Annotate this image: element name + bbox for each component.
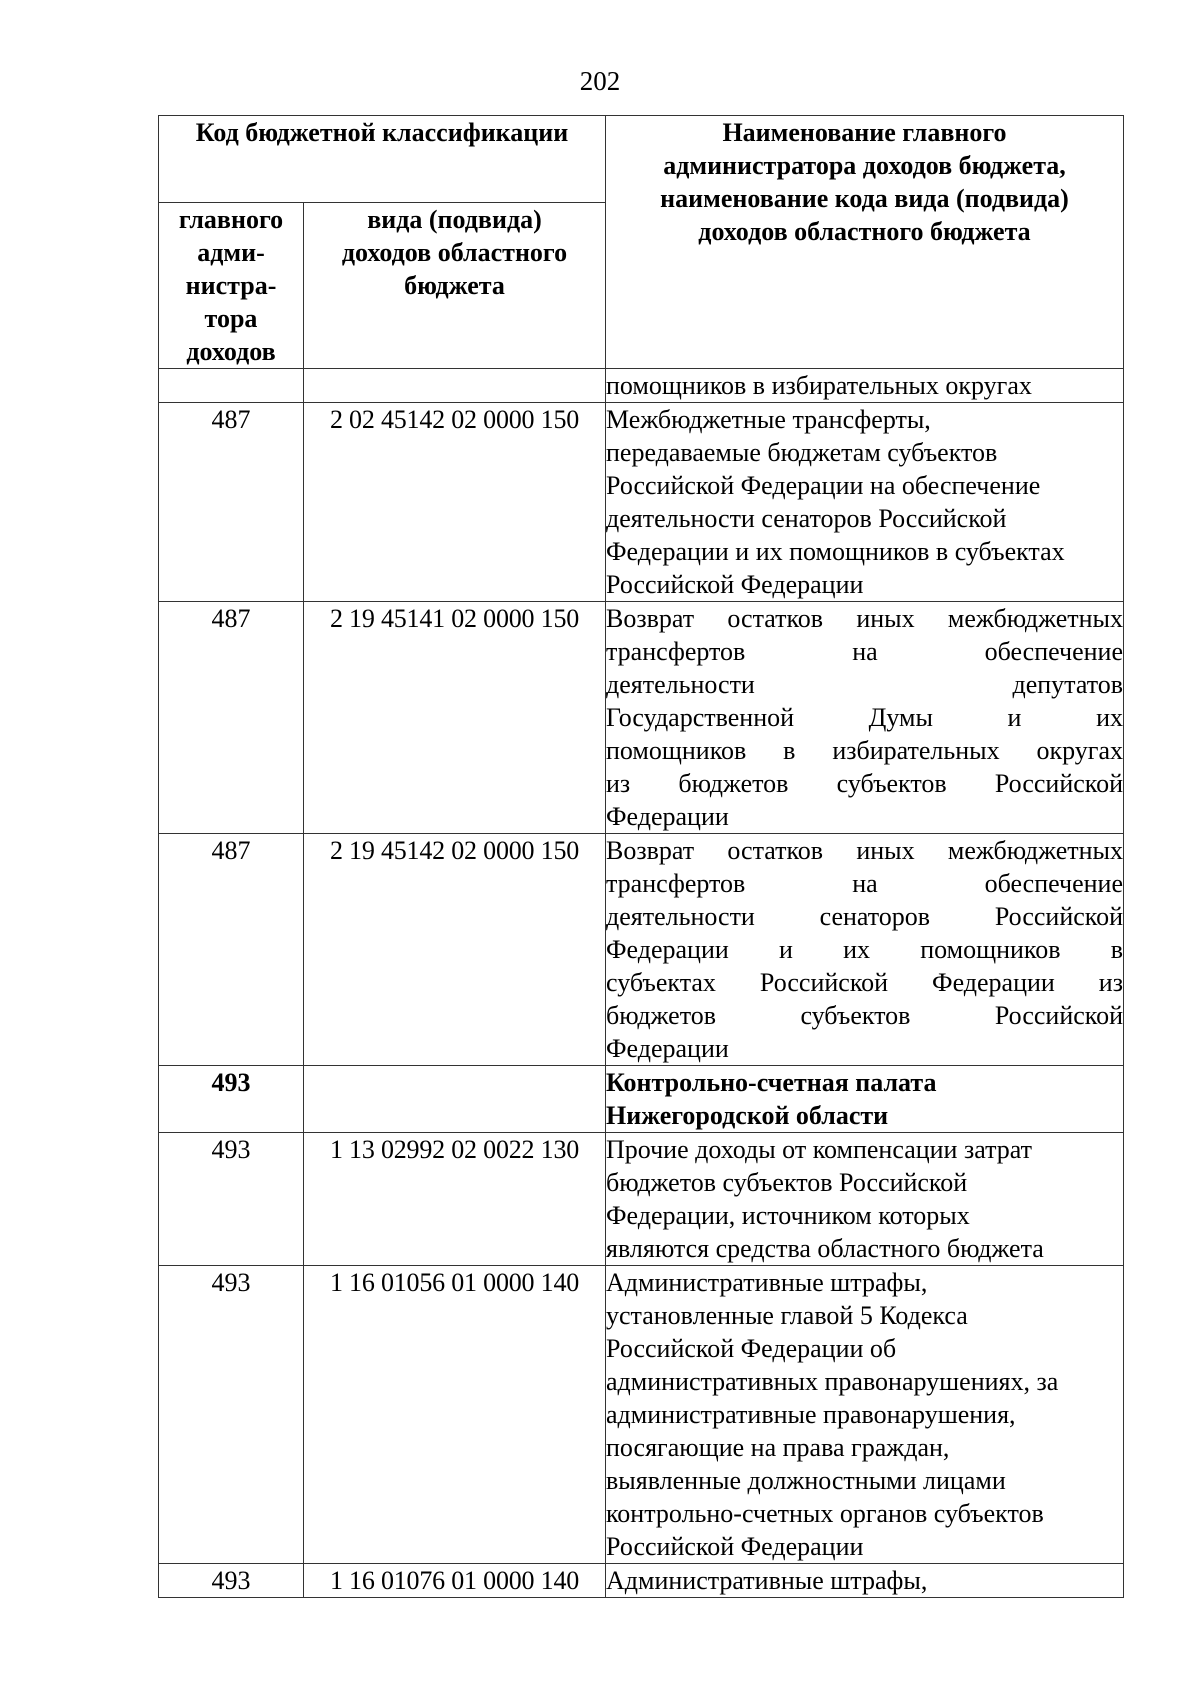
description-cell <box>606 1564 1124 1598</box>
revenue-code-cell: 1 16 01076 01 0000 140 <box>304 1564 606 1598</box>
description-line: Межбюджетные трансферты, <box>606 405 931 434</box>
table-row <box>159 1066 1124 1133</box>
description-line: бюджетов субъектов Российской <box>606 1001 1123 1030</box>
table-row <box>159 1133 1124 1266</box>
table-row <box>159 834 1124 1066</box>
description-line: деятельности сенаторов Российской <box>606 504 1007 533</box>
header-name-line: доходов областного бюджета <box>698 217 1031 246</box>
description-cell <box>606 1266 1124 1564</box>
description-cell <box>606 369 1124 403</box>
description-line: Возврат остатков иных межбюджетных <box>606 836 1123 865</box>
description-line: трансфертов на обеспечение <box>606 869 1123 898</box>
description-line: Контрольно-счетная палата <box>606 1068 937 1097</box>
description-line: установленные главой 5 Кодекса <box>606 1301 968 1330</box>
revenue-code-cell: 2 19 45142 02 0000 150 <box>304 834 606 1066</box>
header-code-line: вида (подвида) <box>367 205 542 234</box>
description-line: Федерации и их помощников в субъектах <box>606 537 1065 566</box>
header-group-label: Код бюджетной классификации <box>159 116 606 203</box>
description-line: Прочие доходы от компенсации затрат <box>606 1135 1033 1164</box>
revenue-code-cell <box>304 1066 606 1133</box>
admin-code-cell: 493 <box>159 1266 304 1564</box>
header-code-line: бюджета <box>404 271 505 300</box>
description-line: административных правонарушениях, за <box>606 1367 1059 1396</box>
description-cell <box>606 1066 1124 1133</box>
description-line: выявленные должностными лицами <box>606 1466 1006 1495</box>
description-line: субъектах Российской Федерации из <box>606 968 1123 997</box>
description-line: деятельности сенаторов Российской <box>606 902 1123 931</box>
revenue-code-cell <box>304 369 606 403</box>
description-line: Административные штрафы, <box>606 1566 928 1595</box>
description-line: Возврат остатков иных межбюджетных <box>606 604 1123 633</box>
description-line: бюджетов субъектов Российской <box>606 1168 968 1197</box>
header-name-column <box>606 116 1124 369</box>
description-line: Федерации <box>606 1034 729 1063</box>
table-row <box>159 369 1124 403</box>
description-line: посягающие на права граждан, <box>606 1433 950 1462</box>
description-cell <box>606 834 1124 1066</box>
description-line: помощников в избирательных округах <box>606 736 1123 765</box>
header-admin-line: тора <box>204 304 258 333</box>
page-number: 202 <box>579 66 621 96</box>
table-row <box>159 602 1124 834</box>
description-line: Административные штрафы, <box>606 1268 928 1297</box>
admin-code-cell: 487 <box>159 403 304 602</box>
description-line: контрольно-счетных органов субъектов <box>606 1499 1044 1528</box>
admin-code-cell: 493 <box>159 1564 304 1598</box>
description-line: Российской Федерации на обеспечение <box>606 471 1041 500</box>
description-line: Российской Федерации об <box>606 1334 897 1363</box>
header-code-line: доходов областного <box>341 238 568 267</box>
description-cell <box>606 602 1124 834</box>
header-name-line: наименование кода вида (подвида) <box>660 184 1069 213</box>
description-line: Российской Федерации <box>606 1532 864 1561</box>
revenue-code-cell: 1 13 02992 02 0022 130 <box>304 1133 606 1266</box>
revenue-code-cell: 2 19 45141 02 0000 150 <box>304 602 606 834</box>
header-name-line: администратора доходов бюджета, <box>663 151 1066 180</box>
description-line: трансфертов на обеспечение <box>606 637 1123 666</box>
header-admin-line: адми- <box>197 238 265 267</box>
header-admin-line: нистра- <box>185 271 277 300</box>
description-line: Федерации и их помощников в <box>606 935 1123 964</box>
description-line: Государственной Думы и их <box>606 703 1123 732</box>
header-code-column <box>304 203 606 369</box>
table-body <box>159 369 1124 1598</box>
description-line: Российской Федерации <box>606 570 864 599</box>
admin-code-cell: 487 <box>159 834 304 1066</box>
header-admin-line: главного <box>178 205 284 234</box>
admin-code-cell <box>159 369 304 403</box>
budget-classification-table <box>158 115 1124 1598</box>
description-cell <box>606 403 1124 602</box>
description-line: из бюджетов субъектов Российской <box>606 769 1123 798</box>
description-line: Нижегородской области <box>606 1101 889 1130</box>
revenue-code-cell: 1 16 01056 01 0000 140 <box>304 1266 606 1564</box>
table-row <box>159 1266 1124 1564</box>
header-admin-line: доходов <box>186 337 276 366</box>
revenue-code-cell: 2 02 45142 02 0000 150 <box>304 403 606 602</box>
description-line: являются средства областного бюджета <box>606 1234 1044 1263</box>
description-line: помощников в избирательных округах <box>606 371 1032 400</box>
admin-code-cell: 493 <box>159 1133 304 1266</box>
admin-code-cell: 487 <box>159 602 304 834</box>
description-line: передаваемые бюджетам субъектов <box>606 438 998 467</box>
header-name-line: Наименование главного <box>722 118 1007 147</box>
admin-code-cell: 493 <box>159 1066 304 1133</box>
description-line: административные правонарушения, <box>606 1400 1016 1429</box>
table-row <box>159 1564 1124 1598</box>
header-admin-column <box>159 203 304 369</box>
description-cell <box>606 1133 1124 1266</box>
description-line: Федерации, источником которых <box>606 1201 970 1230</box>
table-row <box>159 403 1124 602</box>
description-line: деятельности депутатов <box>606 670 1123 699</box>
description-line: Федерации <box>606 802 729 831</box>
